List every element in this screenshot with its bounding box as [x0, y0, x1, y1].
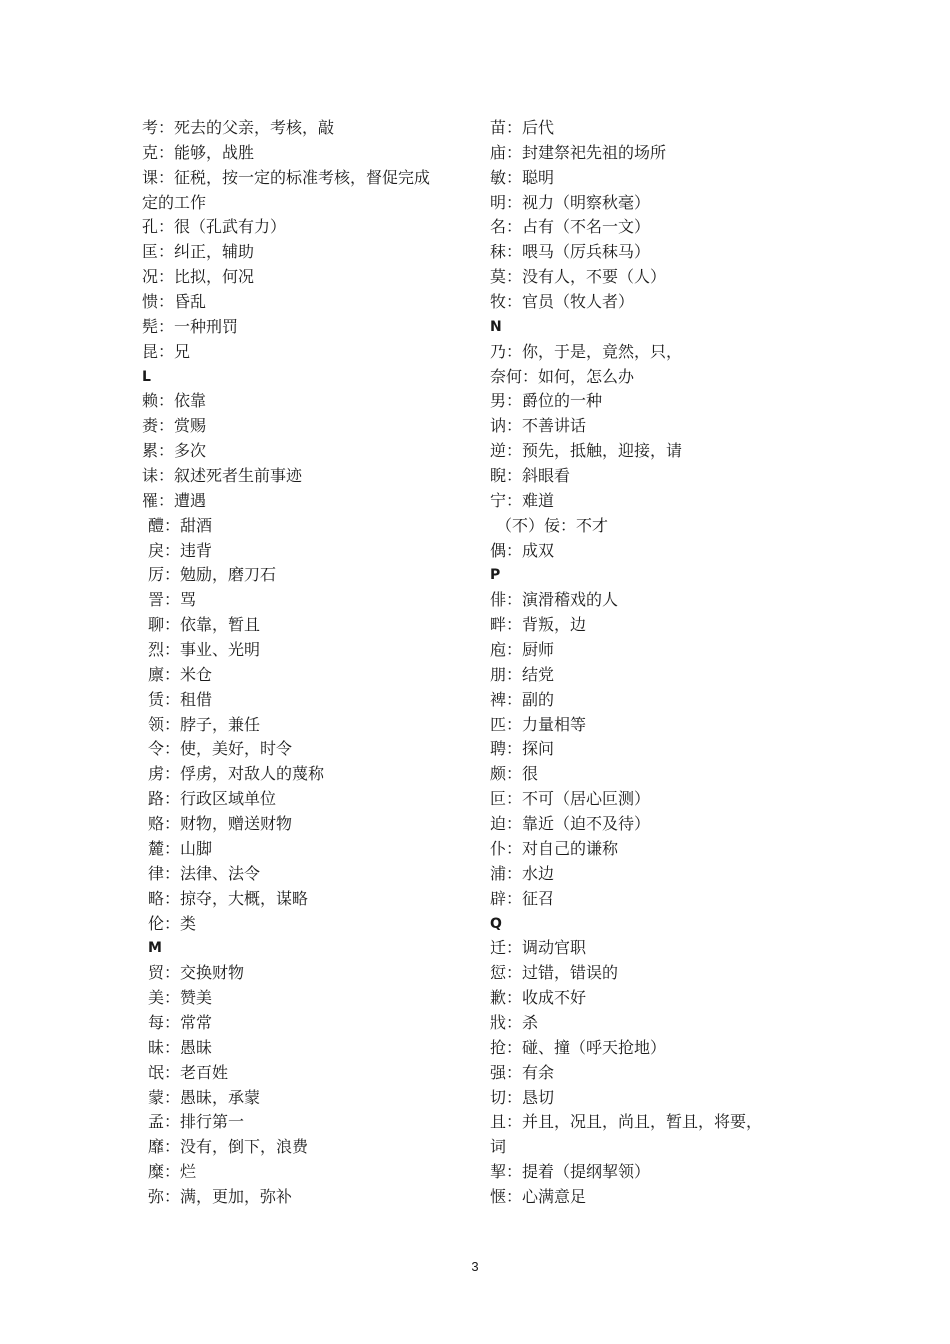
glossary-entry: 伦：类	[148, 913, 197, 933]
glossary-entry: 克：能够，战胜	[142, 142, 255, 162]
glossary-entry: 匡：纠正，辅助	[142, 242, 255, 262]
glossary-entry: 切：恳切	[490, 1087, 555, 1107]
glossary-entry: 赂：财物，赠送财物	[148, 814, 293, 834]
glossary-entry: 抢：碰、撞（呼天抢地）	[490, 1037, 667, 1057]
glossary-entry: 昆：兄	[142, 341, 191, 361]
glossary-entry: 仆：对自己的谦称	[490, 838, 619, 858]
glossary-entry: 靡：没有，倒下，浪费	[148, 1137, 309, 1157]
glossary-entry: 畔：背叛，边	[490, 615, 587, 635]
glossary-entry: 氓：老百姓	[148, 1062, 229, 1082]
glossary-entry: 名：占有（不名一文）	[490, 217, 651, 237]
glossary-entry: 烈：事业、光明	[148, 640, 261, 660]
section-letter: Q	[490, 915, 502, 932]
glossary-entry: 略：掠夺，大概，谋略	[148, 888, 309, 908]
glossary-entry: 昧：愚昧	[148, 1037, 213, 1057]
glossary-entry: 颇：很	[490, 764, 539, 784]
glossary-entry: 路：行政区域单位	[148, 789, 277, 809]
glossary-entry: 迫：靠近（迫不及待）	[490, 814, 651, 834]
glossary-entry: 厉：勉励，磨刀石	[148, 565, 277, 585]
glossary-entry: 偶：成双	[490, 540, 555, 560]
glossary-entry: 贸：交换财物	[148, 963, 245, 983]
glossary-entry: 浦：水边	[490, 863, 555, 883]
glossary-entry: 醴：甜酒	[148, 515, 213, 535]
glossary-entry: 敏：聪明	[490, 167, 555, 187]
page-number: 3	[471, 1259, 479, 1274]
glossary-entry: 麓：山脚	[148, 838, 213, 858]
glossary-entry: 美：赞美	[148, 988, 213, 1008]
glossary-entry: 罹：遭遇	[142, 490, 207, 510]
glossary-entry: 庖：厨师	[490, 640, 555, 660]
glossary-entry: 戾：违背	[148, 540, 213, 560]
glossary-entry: 挈：提着（提纲挈领）	[490, 1162, 651, 1182]
glossary-entry: 虏：俘虏，对敌人的蔑称	[148, 764, 325, 784]
glossary-entry: 迁：调动官职	[490, 938, 587, 958]
glossary-entry: 惬：心满意足	[490, 1186, 587, 1206]
glossary-entry: 乃：你，于是，竟然，只，	[490, 341, 683, 361]
glossary-entry: 赁：租借	[148, 689, 213, 709]
glossary-entry: 愆：过错，错误的	[490, 963, 619, 983]
glossary-entry: 每：常常	[148, 1012, 213, 1032]
glossary-entry: 戕：杀	[490, 1012, 539, 1032]
glossary-entry: 聘：探问	[490, 739, 555, 759]
glossary-entry: 庙：封建祭祀先祖的场所	[490, 142, 667, 162]
glossary-entry: 明：视力（明察秋毫）	[490, 192, 651, 212]
glossary-entry: 男：爵位的一种	[490, 391, 603, 411]
glossary-entry: 律：法律、法令	[148, 863, 261, 883]
glossary-entry: 考：死去的父亲，考核，敲	[142, 118, 335, 137]
glossary-entry: 逆：预先，抵触，迎接，请	[490, 441, 683, 461]
glossary-entry: 歉：收成不好	[490, 988, 587, 1008]
glossary-entry: 匹：力量相等	[490, 714, 587, 734]
glossary-entry: 领：脖子，兼任	[148, 714, 261, 734]
glossary-entry: 俳：演滑稽戏的人	[490, 590, 619, 610]
glossary-entry: 令：使，美好，时令	[148, 739, 293, 759]
glossary-entry: 聊：依靠，暂且	[148, 615, 261, 635]
glossary-entry: 莫：没有人，不要（人）	[490, 267, 667, 287]
section-letter: N	[490, 318, 502, 335]
glossary-entry: 髡：一种刑罚	[142, 316, 239, 336]
glossary-entry: 叵：不可（居心叵测）	[490, 789, 651, 809]
left-column	[142, 116, 462, 1210]
glossary-entry: 朋：结党	[490, 664, 555, 684]
section-letter: P	[490, 567, 501, 584]
glossary-entry: 弥：满，更加，弥补	[148, 1186, 293, 1206]
glossary-entry: 糜：烂	[148, 1162, 197, 1182]
glossary-entry: 词	[490, 1137, 507, 1157]
glossary-entry: 且：并且，况且，尚且，暂且，将要，	[490, 1112, 763, 1132]
section-letter: M	[148, 940, 162, 957]
glossary-entry: 定的工作	[142, 192, 207, 212]
glossary-entry: 秣：喂马（厉兵秣马）	[490, 242, 651, 262]
glossary-entry: 诔：叙述死者生前事迹	[142, 466, 303, 486]
glossary-entry: 牧：官员（牧人者）	[490, 292, 635, 312]
glossary-entry: 课：征税，按一定的标准考核，督促完成	[142, 167, 431, 187]
glossary-entry: 廪：米仓	[148, 664, 213, 684]
glossary-entry: 奈何：如何，怎么办	[490, 366, 635, 386]
glossary-entry: 詈：骂	[148, 590, 197, 610]
glossary-entry: 况：比拟，何况	[142, 267, 255, 287]
glossary-entry: 苗：后代	[490, 118, 555, 137]
glossary-entry: 累：多次	[142, 441, 207, 461]
glossary-entry: 睨：斜眼看	[490, 466, 571, 486]
glossary-entry: 强：有余	[490, 1062, 555, 1082]
glossary-entry: 宁：难道	[490, 490, 555, 510]
glossary-entry: 孟：排行第一	[148, 1112, 245, 1132]
glossary-entry: 赖：依靠	[142, 391, 207, 411]
glossary-entry: 孔：很（孔武有力）	[142, 217, 287, 237]
glossary-entry: 辟：征召	[490, 888, 555, 908]
section-letter: L	[142, 368, 151, 385]
right-column	[490, 116, 810, 1210]
glossary-entry: 裨：副的	[490, 689, 555, 709]
glossary-entry: 愦：昏乱	[142, 292, 207, 312]
glossary-entry: （不）佞：不才	[496, 515, 609, 535]
glossary-entry: 赉：赏赐	[142, 416, 207, 436]
glossary-entry: 讷：不善讲话	[490, 416, 587, 436]
glossary-entry: 蒙：愚昧，承蒙	[148, 1087, 261, 1107]
